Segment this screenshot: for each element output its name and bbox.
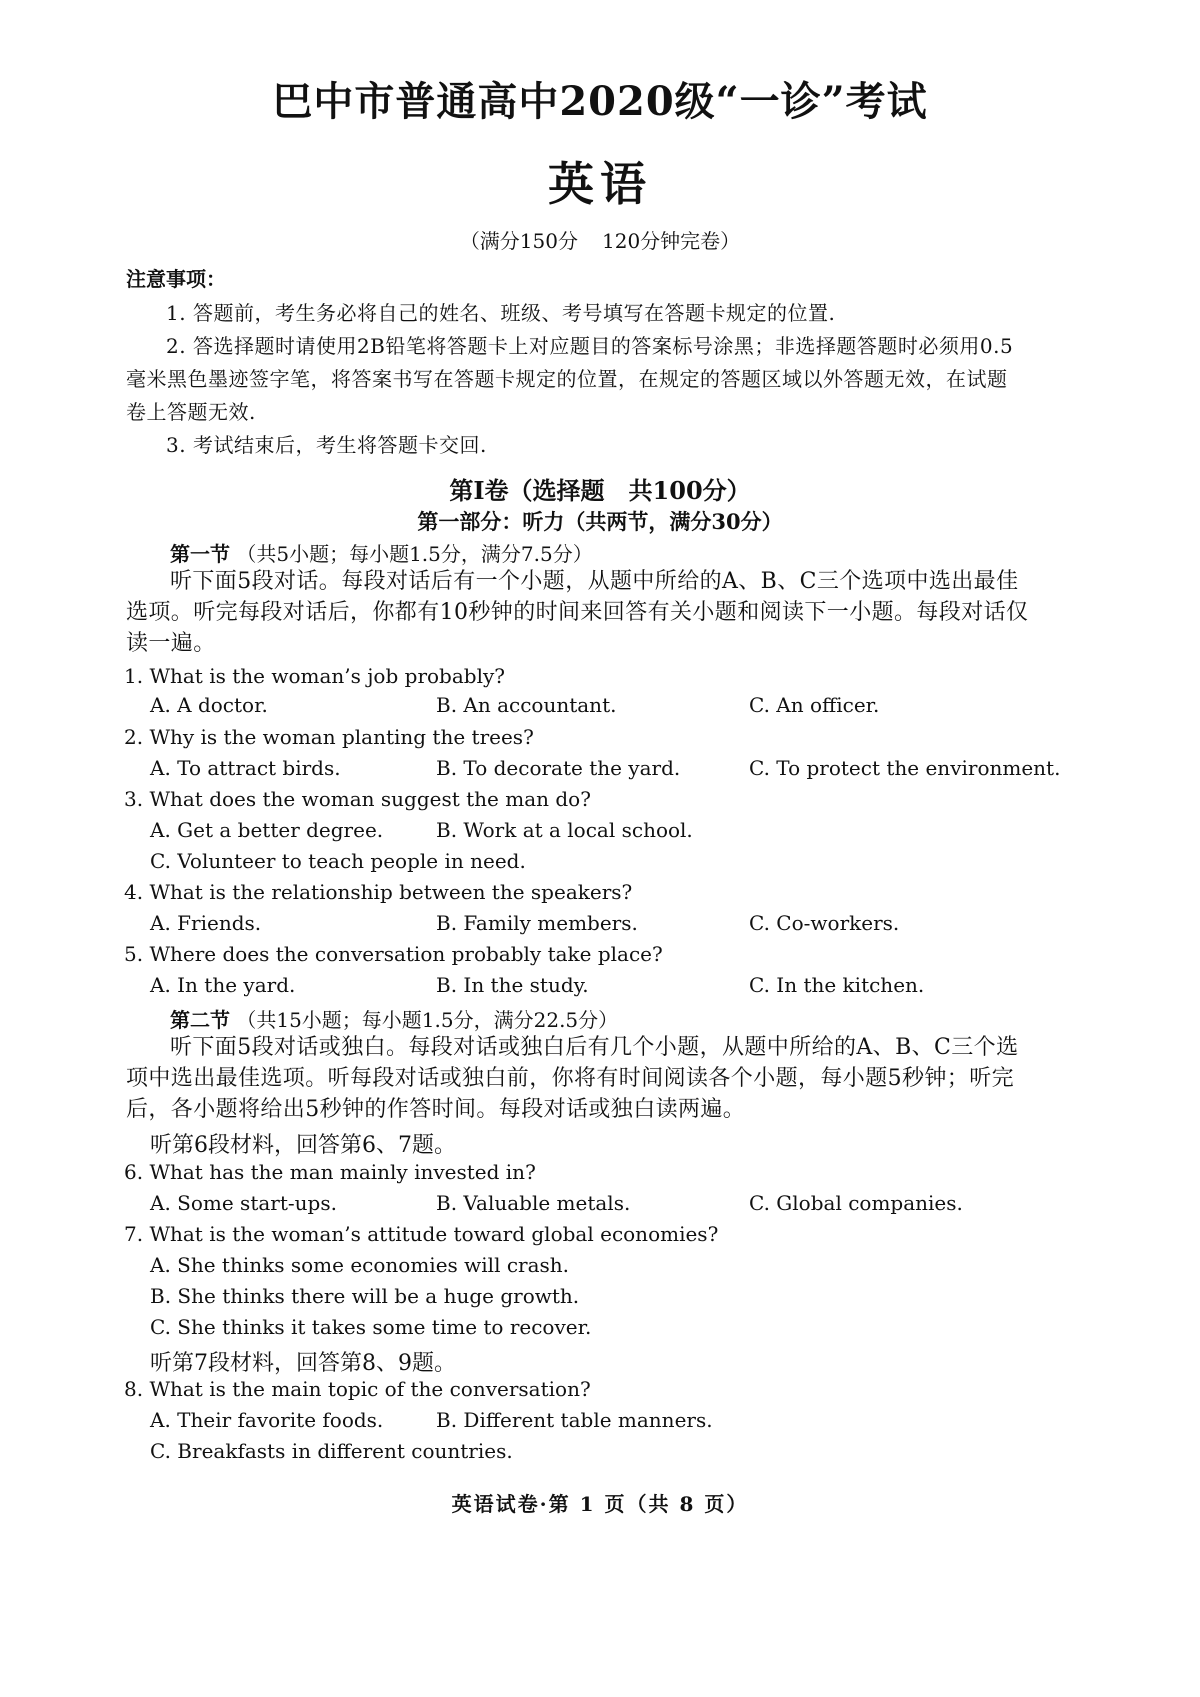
section2-heading — [170, 1004, 618, 1033]
q6-option-c: C. Global companies. — [749, 1191, 963, 1215]
subject-title: 英语 — [548, 157, 652, 211]
q7-option-b: B. She thinks there will be a huge growth. — [150, 1284, 580, 1308]
q3-option-c: C. Volunteer to teach people in need. — [150, 849, 526, 873]
time-limit: 120分钟完卷） — [602, 229, 741, 253]
q6-option-a: A. Some start-ups. — [150, 1191, 337, 1215]
q1-option-c: C. An officer. — [749, 693, 880, 717]
score-time-line — [0, 225, 1200, 254]
page-footer: 英语试卷·第 1 页（共 8 页） — [451, 1492, 749, 1516]
q1-option-a: A. A doctor. — [150, 693, 268, 717]
q2-option-a: A. To attract birds. — [150, 756, 341, 780]
q4-option-a: A. Friends. — [150, 911, 262, 935]
q3-option-b: B. Work at a local school. — [436, 818, 693, 842]
listen-material-6: 听第6段材料，回答第6、7题。 — [150, 1133, 456, 1158]
notice-item-3: 3. 考试结束后，考生将答题卡交回. — [166, 433, 487, 457]
section1-info: （共5小题；每小题1.5分，满分7.5分） — [236, 542, 593, 566]
q4-option-b: B. Family members. — [436, 911, 638, 935]
question-4: 4. What is the relationship between the speakers? — [124, 880, 633, 904]
q2-option-c: C. To protect the environment. — [749, 756, 1061, 780]
question-7: 7. What is the woman’s attitude toward global economies? — [124, 1222, 719, 1246]
q7-option-a: A. She thinks some economies will crash. — [150, 1253, 570, 1277]
q3-option-a: A. Get a better degree. — [150, 818, 384, 842]
q5-option-a: A. In the yard. — [150, 973, 296, 997]
q5-option-c: C. In the kitchen. — [749, 973, 925, 997]
question-3: 3. What does the woman suggest the man do? — [124, 787, 591, 811]
section2-instructions: 听下面5段对话或独白。每段对话或独白后有几个小题，从题中所给的A、B、C三个选项中选出最佳选项。听每段对话或独白前，你将有时间阅读各个小题，每小题5秒钟；听完后，各小题将给出5秒钟的作答时间。每段对话或独白读两遍。 — [126, 1035, 1019, 1122]
q4-option-c: C. Co-workers. — [749, 911, 900, 935]
full-score: （满分150分 — [459, 229, 578, 253]
listen-material-7: 听第7段材料，回答第8、9题。 — [150, 1351, 456, 1376]
notice-item-2: 2. 答选择题时请使用2B铅笔将答题卡上对应题目的答案标号涂黑；非选择题答题时必须用0.5毫米黑色墨迹签字笔，将答案书写在答题卡规定的位置，在规定的答题区域以外答题无效，在试题卷上答题无效. — [126, 334, 1014, 424]
q8-option-c: C. Breakfasts in different countries. — [150, 1439, 513, 1463]
question-2: 2. Why is the woman planting the trees? — [124, 725, 534, 749]
section2-info: （共15小题；每小题1.5分，满分22.5分） — [236, 1008, 619, 1032]
q6-option-b: B. Valuable metals. — [436, 1191, 631, 1215]
notice-item-1: 1. 答题前，考生务必将自己的姓名、班级、考号填写在答题卡规定的位置. — [166, 301, 836, 325]
section1-instructions: 听下面5段对话。每段对话后有一个小题，从题中所给的A、B、C三个选项中选出最佳选项。听完每段对话后，你都有10秒钟的时间来回答有关小题和阅读下一小题。每段对话仅读一遍。 — [126, 569, 1029, 656]
section2-label: 第二节 — [170, 1008, 230, 1032]
q7-option-c: C. She thinks it takes some time to recover. — [150, 1315, 592, 1339]
part-title: 第一部分：听力（共两节，满分30分） — [417, 509, 783, 534]
exam-title: 巴中市普通高中2020级“一诊”考试 — [272, 78, 928, 125]
notice-title: 注意事项： — [126, 267, 226, 291]
q8-option-a: A. Their favorite foods. — [150, 1408, 384, 1432]
q1-option-b: B. An accountant. — [436, 693, 617, 717]
section1-label: 第一节 — [170, 542, 230, 566]
question-6: 6. What has the man mainly invested in? — [124, 1160, 536, 1184]
volume-title: 第Ⅰ卷（选择题 共100分） — [449, 476, 751, 505]
q2-option-b: B. To decorate the yard. — [436, 756, 681, 780]
q8-option-b: B. Different table manners. — [436, 1408, 713, 1432]
question-1: 1. What is the woman’s job probably? — [124, 664, 505, 688]
section1-heading — [170, 538, 593, 567]
q5-option-b: B. In the study. — [436, 973, 589, 997]
question-8: 8. What is the main topic of the conversation? — [124, 1377, 591, 1401]
question-5: 5. Where does the conversation probably take place? — [124, 942, 663, 966]
